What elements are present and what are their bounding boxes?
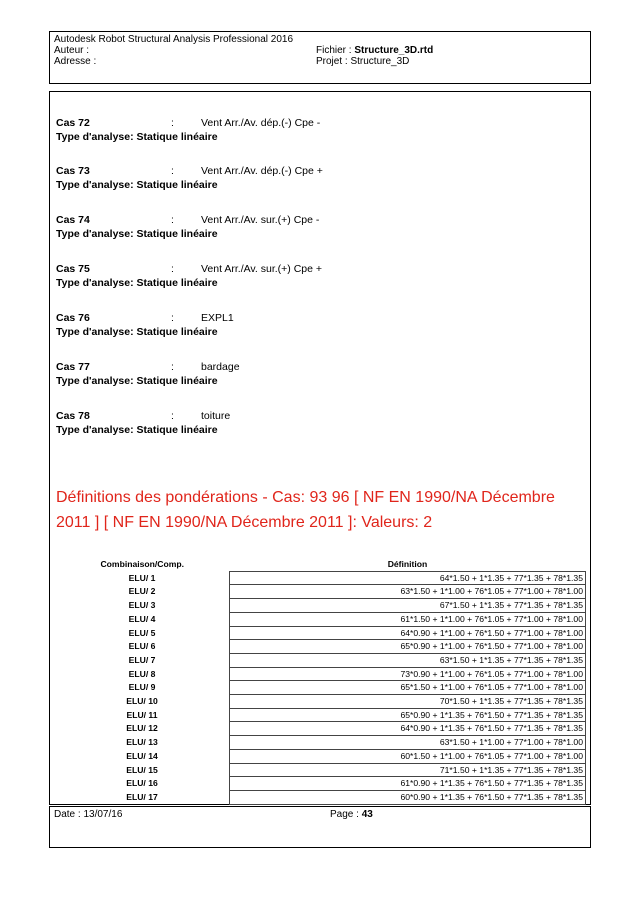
combination-cell: ELU/ 15 [126, 764, 158, 775]
table-row [55, 640, 586, 654]
table-row [55, 599, 586, 613]
table-row [55, 695, 586, 709]
case-colon: : [171, 312, 174, 324]
load-case [56, 360, 240, 388]
case-number: Cas 75 [56, 263, 90, 275]
definition-cell: 63*1.50 + 1*1.00 + 77*1.00 + 78*1.00 [230, 736, 586, 750]
address-label: Adresse : [54, 56, 97, 67]
case-colon: : [171, 117, 174, 129]
footer-page [330, 809, 373, 820]
table-row [55, 722, 586, 736]
combination-cell: ELU/ 6 [128, 641, 156, 652]
case-name: Vent Arr./Av. sur.(+) Cpe - [201, 214, 320, 226]
load-case [56, 164, 323, 192]
load-case [56, 311, 234, 339]
case-colon: : [171, 410, 174, 422]
table-row [55, 749, 586, 763]
combination-cell: ELU/ 17 [126, 791, 158, 802]
report-body [49, 91, 591, 805]
case-colon: : [171, 165, 174, 177]
footer-date: Date : 13/07/16 [54, 809, 123, 820]
report-header [49, 31, 591, 84]
case-name: toiture [201, 410, 231, 422]
definition-cell: 65*0.90 + 1*1.00 + 76*1.50 + 77*1.00 + 78*1.00 [230, 640, 586, 654]
analysis-type: Type d'analyse: Statique linéaire [56, 375, 218, 387]
report-footer [49, 806, 591, 848]
column-header-definition: Définition [230, 558, 586, 571]
definition-cell: 71*1.50 + 1*1.35 + 77*1.35 + 78*1.35 [230, 763, 586, 777]
definition-cell: 70*1.50 + 1*1.35 + 77*1.35 + 78*1.35 [230, 695, 586, 709]
case-number: Cas 77 [56, 361, 90, 373]
combination-cell: ELU/ 11 [126, 709, 158, 720]
case-colon: : [171, 263, 174, 275]
analysis-type: Type d'analyse: Statique linéaire [56, 131, 218, 143]
case-name: Vent Arr./Av. dép.(-) Cpe + [201, 165, 323, 177]
table-row [55, 585, 586, 599]
combinations-table [55, 558, 586, 805]
definition-cell: 64*1.50 + 1*1.35 + 77*1.35 + 78*1.35 [230, 571, 586, 585]
analysis-type: Type d'analyse: Statique linéaire [56, 179, 218, 191]
definition-cell: 73*0.90 + 1*1.00 + 76*1.05 + 77*1.00 + 78*1.00 [230, 667, 586, 681]
page-number: 43 [361, 809, 373, 820]
definition-cell: 63*1.50 + 1*1.00 + 76*1.05 + 77*1.00 + 78*1.00 [230, 585, 586, 599]
column-header-combination: Combinaison/Comp. [100, 559, 185, 570]
file-value: Structure_3D.rtd [354, 45, 434, 56]
combination-cell: ELU/ 7 [128, 654, 156, 665]
load-case [56, 262, 323, 290]
definition-cell: 61*0.90 + 1*1.35 + 76*1.50 + 77*1.35 + 78*1.35 [230, 777, 586, 791]
analysis-type: Type d'analyse: Statique linéaire [56, 277, 218, 289]
author-label: Auteur : [54, 45, 90, 56]
table-row [55, 777, 586, 791]
definition-cell: 60*0.90 + 1*1.35 + 76*1.50 + 77*1.35 + 78*1.35 [230, 790, 586, 804]
case-number: Cas 72 [56, 117, 90, 129]
combination-cell: ELU/ 13 [126, 737, 158, 748]
combination-cell: ELU/ 16 [126, 778, 158, 789]
combination-cell: ELU/ 14 [126, 750, 158, 761]
case-name: Vent Arr./Av. dép.(-) Cpe - [201, 117, 321, 129]
analysis-type: Type d'analyse: Statique linéaire [56, 228, 218, 240]
file-label: Fichier : [316, 45, 355, 56]
table-row [55, 667, 586, 681]
case-name: EXPL1 [201, 312, 234, 324]
table-row [55, 653, 586, 667]
definition-cell: 63*1.50 + 1*1.35 + 77*1.35 + 78*1.35 [230, 653, 586, 667]
table-row [55, 571, 586, 585]
page-label: Page : [330, 809, 362, 820]
case-number: Cas 76 [56, 312, 90, 324]
software-name: Autodesk Robot Structural Analysis Professional 2016 [54, 34, 294, 45]
analysis-type: Type d'analyse: Statique linéaire [56, 424, 218, 436]
table-row [55, 681, 586, 695]
case-colon: : [171, 361, 174, 373]
definition-cell: 65*0.90 + 1*1.35 + 76*1.50 + 77*1.35 + 78*1.35 [230, 708, 586, 722]
definition-cell: 64*0.90 + 1*1.00 + 76*1.50 + 77*1.00 + 78*1.00 [230, 626, 586, 640]
definition-cell: 61*1.50 + 1*1.00 + 76*1.05 + 77*1.00 + 78*1.00 [230, 612, 586, 626]
combination-cell: ELU/ 4 [128, 613, 156, 624]
definition-cell: 64*0.90 + 1*1.35 + 76*1.50 + 77*1.35 + 78*1.35 [230, 722, 586, 736]
table-row [55, 763, 586, 777]
case-number: Cas 73 [56, 165, 90, 177]
combination-cell: ELU/ 8 [128, 668, 156, 679]
case-name: Vent Arr./Av. sur.(+) Cpe + [201, 263, 323, 275]
combination-cell: ELU/ 3 [128, 600, 156, 611]
table-row [55, 626, 586, 640]
file-info [316, 45, 433, 56]
table-header-row [55, 558, 586, 571]
load-case [56, 409, 231, 437]
project-info: Projet : Structure_3D [316, 56, 410, 67]
combination-cell: ELU/ 12 [126, 723, 158, 734]
combination-cell: ELU/ 2 [128, 586, 156, 597]
definition-cell: 67*1.50 + 1*1.35 + 77*1.35 + 78*1.35 [230, 599, 586, 613]
case-number: Cas 78 [56, 410, 90, 422]
definition-cell: 65*1.50 + 1*1.00 + 76*1.05 + 77*1.00 + 78*1.00 [230, 681, 586, 695]
table-row [55, 708, 586, 722]
case-number: Cas 74 [56, 214, 90, 226]
load-case [56, 213, 320, 241]
table-row [55, 612, 586, 626]
table-row [55, 736, 586, 750]
combination-cell: ELU/ 1 [128, 572, 156, 583]
load-case [56, 116, 321, 144]
combination-cell: ELU/ 10 [126, 696, 158, 707]
table-row [55, 790, 586, 804]
section-title: Définitions des pondérations - Cas: 93 96 [ NF EN 1990/NA Décembre 2011 ] [ NF EN 1990/NA Décembre 2011 ]: Valeurs: 2 [56, 489, 555, 531]
combination-cell: ELU/ 5 [128, 627, 156, 638]
case-colon: : [171, 214, 174, 226]
case-name: bardage [201, 361, 240, 373]
definition-cell: 60*1.50 + 1*1.00 + 76*1.05 + 77*1.00 + 78*1.00 [230, 749, 586, 763]
combination-cell: ELU/ 9 [128, 682, 156, 693]
analysis-type: Type d'analyse: Statique linéaire [56, 326, 218, 338]
